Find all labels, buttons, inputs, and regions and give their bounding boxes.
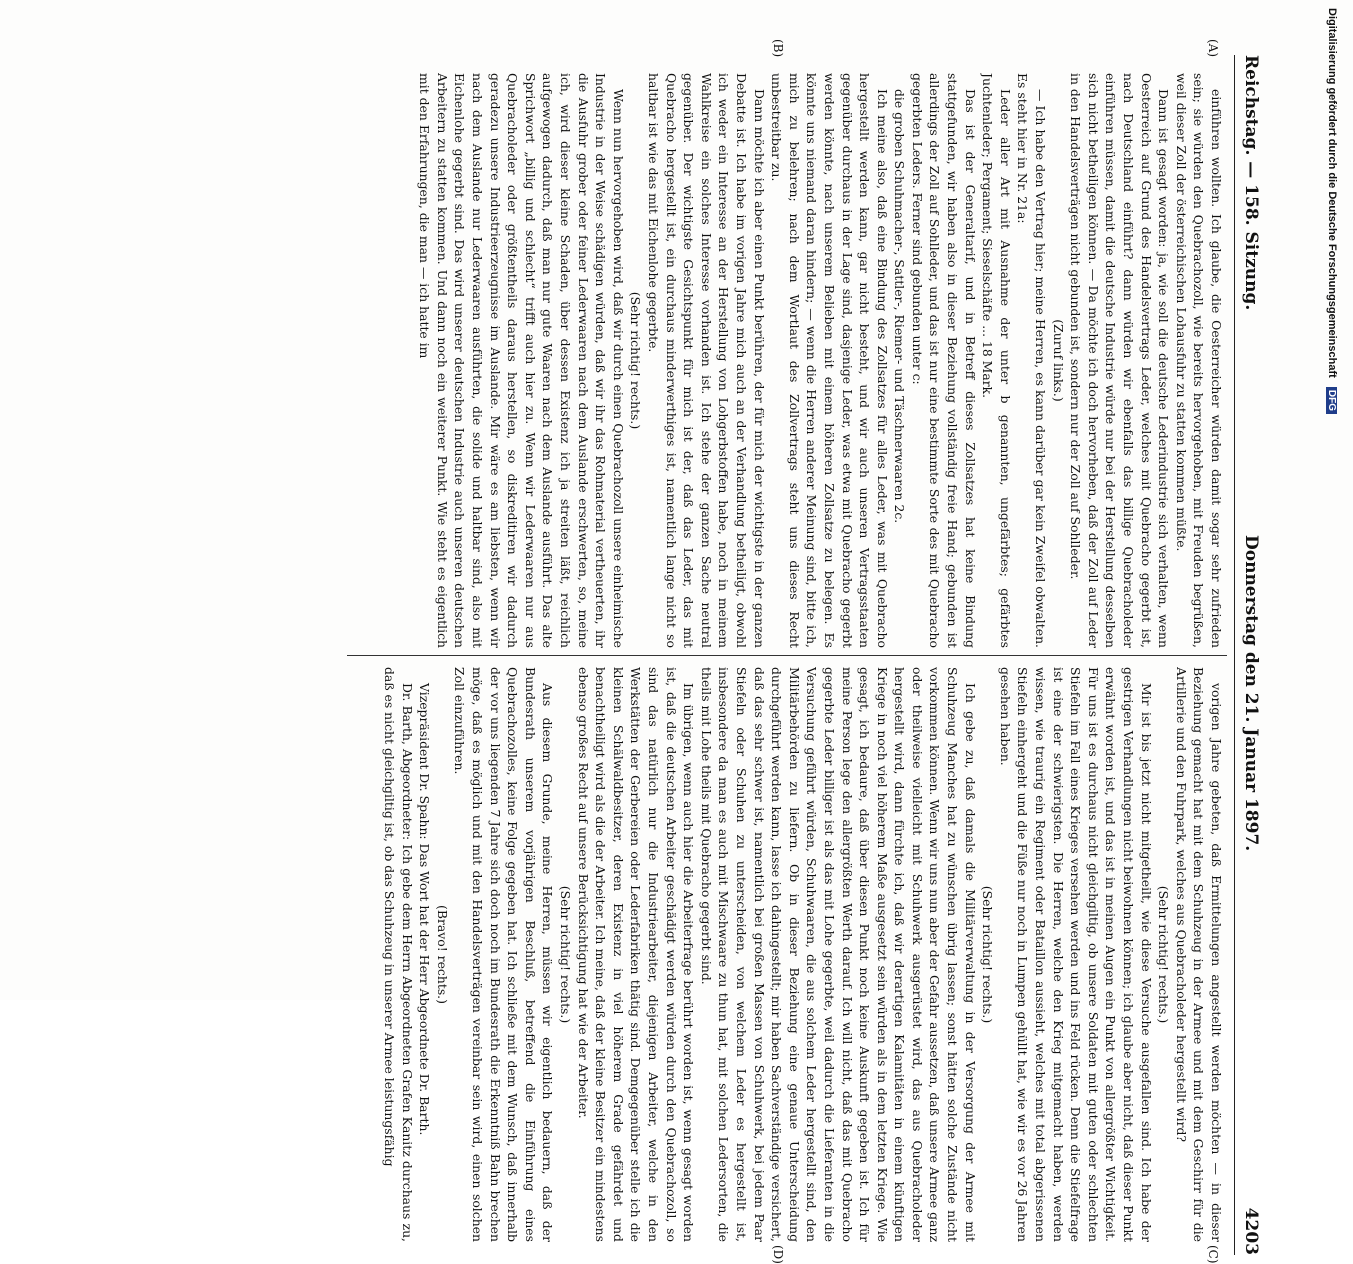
margin-marker-c: (C): [1206, 1245, 1220, 1264]
text-column-left: [345, 73, 1225, 648]
digitization-credit: [1324, 8, 1338, 988]
paragraph: einführen wollten. Ich glaube, die Oesterreicher würden damit sogar sehr zufrieden sein; sie würden den Quebrachozoll, wie bereits hervorgehoben, mit Freuden begrüßen, weil dieser Zoll der österreichischen Lohausfuhr zu statten kommen müßte.: [1173, 73, 1224, 648]
column-divider: [347, 655, 1227, 656]
interjection: (Sehr richtig! rechts.): [980, 885, 996, 1024]
paragraph: Dr. Barth, Abgeordneter: Ich gebe dem Herrn Abgeordneten Grafen Kanitz durchaus zu, daß es nicht gleichgiltig ist, ob das Schuhzeug in unserer Armee leistungsfähig: [382, 667, 415, 1242]
header-date: Donnerstag den 21. Januar 1897.: [1241, 535, 1261, 852]
paragraph: — Ich habe den Vertrag hier; meine Herren, es kann darüber gar kein Zweifel obwalten. Es steht hier in Nr. 21a:: [1015, 73, 1049, 648]
text-column-right: [345, 667, 1225, 1242]
paragraph: Leder aller Art mit Ausnahme der unter b genannten, ungefärbtes; gefärbtes Juchtenleder; Pergament; Sieselschäfte ... 18 Mark.: [980, 73, 1013, 648]
interjection: (Sehr richtig! rechts.): [1156, 885, 1172, 1024]
interjection: (Bravo! rechts.): [434, 905, 450, 1004]
page-content-rotated: [65, 39, 1265, 1264]
paragraph: die groben Schuhmacher-, Sattler-, Riemer- und Täschnerwaaren 2c.: [892, 89, 908, 524]
paragraph: Ich meine also, daß eine Bindung des Zollsatzes für alles Leder, was mit Quebracho hergestellt werden kann, gar nicht besteht, und wir auch unseren Vertragsstaaten gegenüber durchaus in der Lage sind, dasjenige Leder, was etwa mit Quebracho gegerbt werden könnte, nach unserem Belieben mit einem höheren Zollsatze zu belegen. Es könnte uns niemand daran hindern; — wenn die Herren anderer Meinung sind, bitte ich, mich zu belehren; nach dem Wortlaut des Zollvertrags steht uns dieses Recht unbestreitbar zu.: [769, 73, 890, 648]
interjection: (Zuruf links.): [1050, 319, 1066, 402]
page-number: 4203: [1241, 1207, 1261, 1255]
credit-text: Digitalisierung gefördert durch die Deutsche Forschungsgemeinschaft: [1326, 8, 1338, 378]
margin-marker-a: (A): [1206, 39, 1220, 58]
paragraph: Ich gebe zu, daß damals die Militärverwaltung in der Versorgung der Armee mit Schuhzeug Manches hat zu wünschen übrig lassen; sonst hätten solche Zustände nicht vorkommen können. Wenn wir uns nun aber der Gefahr aussetzen, daß unsere Armee ganz oder theilweise vielleicht mit Schuhwerk ausgerüstet wird, das aus Quebracholeder hergestellt wird, dann fürchte ich, daß wir derartigen Kalamitäten in einem künftigen Kriege in noch viel höherem Maße ausgesetzt sein würden als in dem letzten Kriege. Wie gesagt, ich bedaure, daß über diesen Punkt noch keine Auskunft gegeben ist. Ich für meine Person lege den allergrößten Werth darauf. Ich will nicht, daß das mit Quebracho gegerbte Leder billiger ist als das mit Lohe gegerbte, weil dadurch die Lieferanten in die Versuchung geführt würden, Schuhwaaren, die aus solchem Leder hergestellt sind, den Militärbehörden zu liefern. Ob in dieser Beziehung eine genaue Unterscheidung durchgeführt werden kann, lasse ich dahingestellt; mir haben Sachverständige versichert, daß das sehr schwer ist, namentlich bei großen Massen von Schuhwerk, bei jedem Paar Stiefeln oder Schuhen zu unterscheiden, von welchem Leder es hergestellt ist, insbesondere da man es auch mit Mischwaare zu thun hat, mit solchen Ledersorten, die theils mit Lohe theils mit Quebracho gegerbt sind.: [698, 667, 978, 1242]
paragraph: Wenn nun hervorgehoben wird, daß wir durch einen Quebrachozoll unsere einheimische Industrie in der Weise schädigen würden, daß wir ihr das Rohmaterial vertheuerten, ihr die Ausfuhr grober oder feiner Lederwaaren nach dem Auslande erschwerten, so, meine ich, wird dieser kleine Schaden, über dessen Existenz ich ja streiten läßt, reichlich aufgewogen dadurch, daß man nur gute Waaren nach dem Auslande ausführt. Das alte Sprichwort „billig und schlecht“ trifft auch hier zu. Wenn wir Lederwaaren nur aus Quebracholeder oder größtentheils daraus herstellen, so diskreditiren wir dadurch geradezu unsere Industrieerzeugnisse im Auslande. Mir wäre es am liebsten, wenn wir nach dem Auslande nur Lederwaaren ausführten, die solide und haltbar sind, also mit Eichenlohe gegerbt sind. Das wird unserer deutschen Industrie auch unseren deutschen Arbeitern zu statten kommen. Und dann noch ein weiterer Punkt. Wie steht es eigentlich mit den Erfahrungen, die man — ich hatte im: [417, 73, 626, 648]
paragraph: Mir ist bis jetzt nicht mitgetheilt, wie diese Versuche ausgefallen sind. Ich habe der gestrigen Verhandlungen nicht beiwohnen können; ich glaube aber nicht, daß dieser Punkt erwähnt worden ist, und das ist in meinen Augen ein Punkt von allergrößter Wichtigkeit. Für uns ist es durchaus nicht gleichgiltig, ob unsere Soldaten mit guten oder schlechten Stiefeln im Fall eines Krieges versehen werden und ins Feld rücken. Denn die Stiefelfrage ist eine der schwierigsten. Die Herren, welche den Krieg mitgemacht haben, werden wissen, wie traurig ein Regiment oder Bataillon aussieht, welches mit total abgerissenen Stiefeln einhergeht und die Füße nur noch in Lumpen gehüllt hat, wie wir es vor 26 Jahren gesehen haben.: [997, 667, 1154, 1242]
dfg-logo: DFG: [1326, 387, 1337, 414]
paragraph: Vizepräsident Dr. Spahn: Das Wort hat der Herr Abgeordnete Dr. Barth.: [417, 683, 433, 1136]
paragraph: Das ist der Generaltarif, und in Betreff dieses Zollsatzes hat keine Bindung stattgefunden, wir haben also in dieser Beziehung vollständig freie Hand; gebunden ist allerdings der Zoll auf Sohlleder, und das ist nur eine bestimmte Sorte des mit Quebracho gegerbten Leders. Ferner sind gebunden unter c:: [909, 73, 978, 648]
paragraph: Aus diesem Grunde, meine Herren, müssen wir eigentlich bedauern, daß der Bundesrath unserem vorjährigen Beschluß, betreffend die Einführung eines Quebrachozolles, keine Folge gegeben hat. Ich schließe mit dem Wunsch, daß innerhalb der vor uns liegenden 7 Jahre sich doch noch im Bundesrath die Erkenntniß Bahn brechen möge, daß es möglich und mit den Handelsverträgen vereinbar sein wird, einen solchen Zoll einzuführen.: [452, 667, 556, 1242]
header-session: Reichstag. — 158. Sitzung.: [1241, 55, 1261, 311]
paragraph: Dann ist gesagt worden: ja, wie soll die deutsche Lederindustrie sich verhalten, wenn Oesterreich auf Grund des Handelsvertrags Leder, welches mit Quebracho gegerbt ist, nach Deutschland einführt? dann würden wir ebenfalls das billige Quebracholeder einführen müssen, damit die deutsche Industrie würde nur bei der Herstellung desselben sich nicht betheiligen können. — Da möchte ich doch hervorheben, daß der Zoll auf Leder in den Handelsverträgen nicht gebunden ist, sondern nur der Zoll auf Sohlleder.: [1068, 73, 1172, 648]
paragraph: vorigen Jahre gebeten, daß Ermittelungen angestellt werden möchten — in dieser Beziehung gemacht hat mit dem Schuhzeug in der Armee und mit dem Geschirr für die Artillerie und den Fuhrpark, welches aus Quebracholeder hergestellt wird?: [1173, 667, 1224, 1242]
margin-marker-d: (D): [771, 1245, 785, 1264]
paragraph: Dann möchte ich aber einen Punkt berühren, der für mich der wichtigste in der ganzen Debatte ist. Ich habe im vorigen Jahre mich auch an der Verhandlung betheiligt, obwohl ich weder ein Interesse an der Herstellung von Lohgerbstoffen habe, noch in meinem Wahlkreise ein solches Interesse vorhanden ist. Ich stehe der ganzen Sache neutral gegenüber. Der wichtigste Gesichtspunkt für mich ist der, daß das Leder, das mit Quebracho hergestellt ist, ein durchaus minderwerthiges ist, namentlich lange nicht so haltbar ist wie das mit Eichenlohe gegerbte.: [646, 73, 767, 648]
interjection: (Sehr richtig! rechts.): [628, 291, 644, 430]
interjection: (Sehr richtig! rechts.): [558, 885, 574, 1024]
margin-marker-b: (B): [771, 39, 785, 58]
paragraph: Im übrigen, wenn auch hier die Arbeiterfrage berührt worden ist, wenn gesagt worden ist, daß die deutschen Arbeiter geschädigt werden würden durch den Quebrachozoll, so sind das natürlich nur die Industriearbeiter, diejenigen Arbeiter, welche in den Werkstätten der Gerbereien oder Lederfabriken thätig sind. Demgegenüber stelle ich die kleinen Schälwaldbesitzer, deren Existenz in viel höherem Grade gefährdet und benachtheiligt wird als die der Arbeiter. Ich meine, daß der kleine Besitzer ein mindestens ebenso großes Recht auf unsere Berücksichtigung hat wie der Arbeiter.: [575, 667, 697, 1242]
page-header: [1234, 55, 1265, 1255]
